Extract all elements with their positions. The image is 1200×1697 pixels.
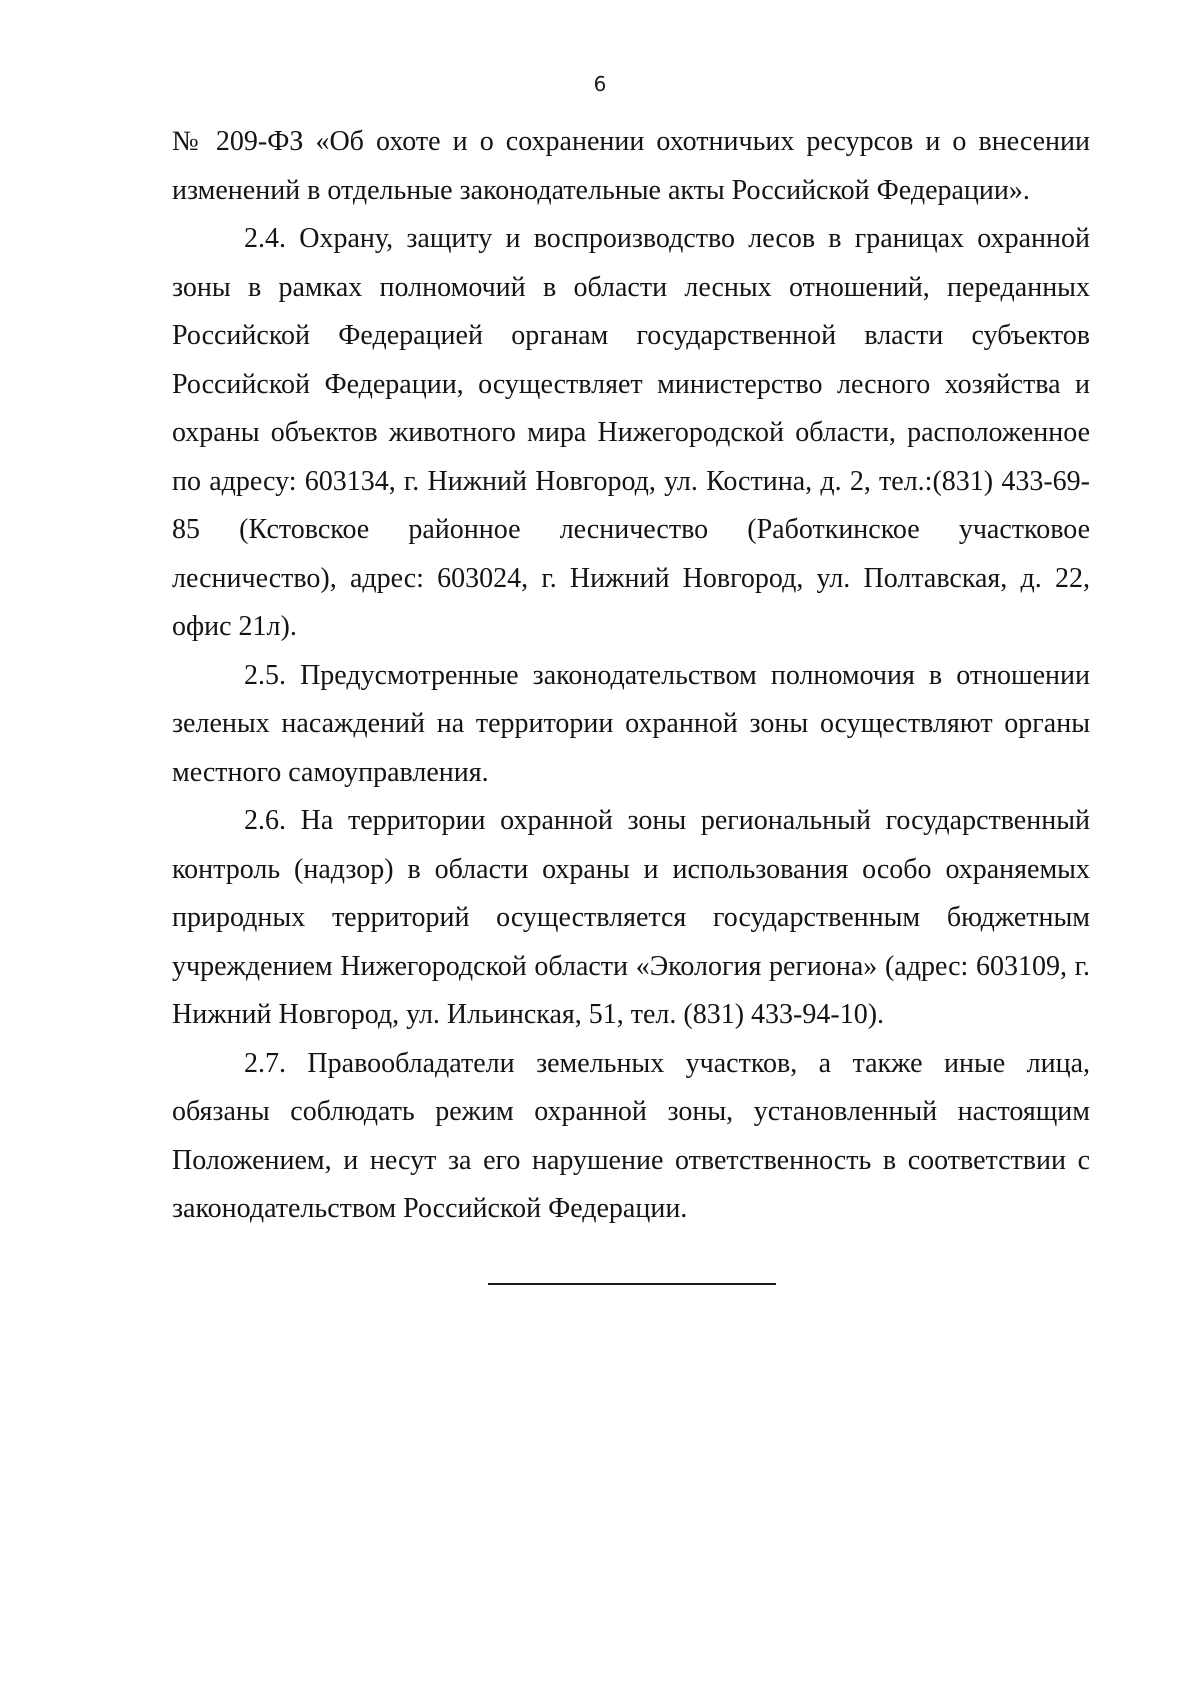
- paragraph-2-4: 2.4. Охрану, защиту и воспроизводство лесов в границах охранной зоны в рамках полномочий в области лесных отношений, переданных Российской Федерацией органам государственной власти субъектов Российской Федерации, осуществляет министерство лесного хозяйства и охраны объектов животного мира Нижегородской области, расположенное по адресу: 603134, г. Нижний Новгород, ул. Костина, д. 2, тел.:(831) 433-69-85 (Кстовское районное лесничество (Работкинское участковое лесничество), адрес: 603024, г. Нижний Новгород, ул. Полтавская, д. 22, офис 21л).: [172, 223, 1090, 642]
- page-number: 6: [593, 72, 607, 96]
- paragraph-2-5: 2.5. Предусмотренные законодательством полномочия в отношении зеленых насаждений на территории охранной зоны осуществляют органы местного самоуправления.: [172, 659, 1090, 788]
- end-of-document-rule: [488, 1283, 776, 1285]
- paragraph-2-7: 2.7. Правообладатели земельных участков, а также иные лица, обязаны соблюдать режим охранной зоны, установленный настоящим Положением, и несут за его нарушение ответственность в соответствии с законодательством Российской Федерации.: [172, 1047, 1090, 1224]
- paragraph-intro: № 209-ФЗ «Об охоте и о сохранении охотничьих ресурсов и о внесении изменений в отдельные законодательные акты Российской Федерации».: [172, 126, 1090, 206]
- paragraph-2-6: 2.6. На территории охранной зоны региональный государственный контроль (надзор) в области охраны и использования особо охраняемых природных территорий осуществляется государственным бюджетным учреждением Нижегородской области «Экология региона» (адрес: 603109, г. Нижний Новгород, ул. Ильинская, 51, тел. (831) 433-94-10).: [172, 805, 1090, 1030]
- document-body: [172, 118, 1090, 1234]
